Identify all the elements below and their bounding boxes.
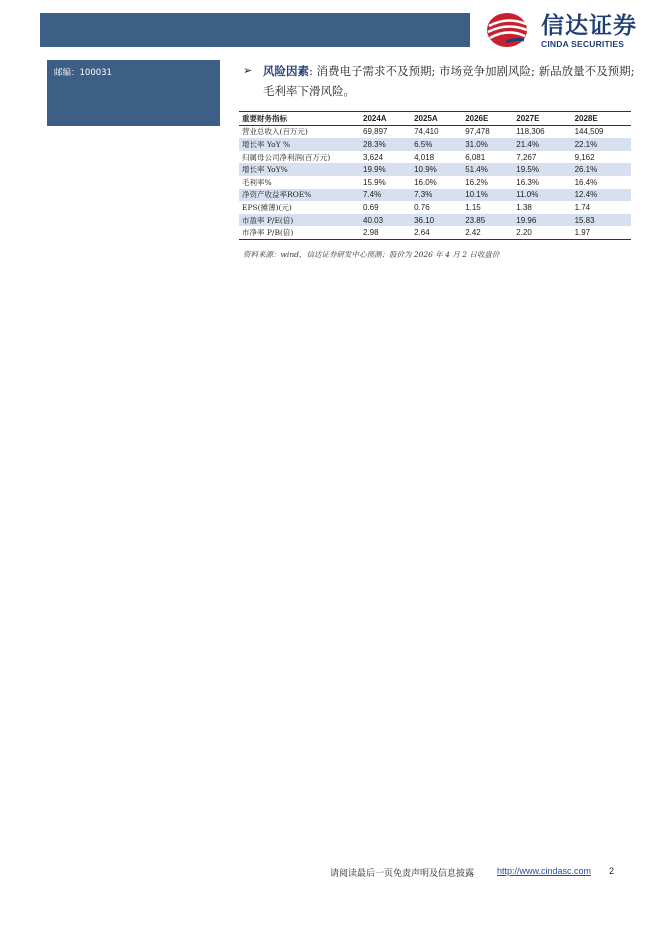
row-label: EPS(摊薄)(元) bbox=[242, 202, 292, 212]
table-cell: 11.0% bbox=[513, 189, 571, 202]
risk-title: 风险因素 bbox=[263, 64, 309, 78]
table-cell: 2.64 bbox=[411, 226, 462, 239]
table-row bbox=[239, 163, 631, 176]
table-cell: 40.03 bbox=[360, 214, 411, 227]
table-row bbox=[239, 151, 631, 164]
table-header-cell: 2024A bbox=[360, 112, 411, 126]
table-cell: 16.3% bbox=[516, 177, 539, 187]
table-cell: 19.96 bbox=[513, 214, 571, 227]
table-cell: 19.5% bbox=[513, 163, 571, 176]
table-cell: 118,306 bbox=[516, 127, 545, 137]
table-cell: 1.15 bbox=[465, 202, 481, 212]
table-cell: 16.2% bbox=[465, 177, 488, 187]
table-cell: 1.97 bbox=[572, 226, 631, 239]
table-cell: 69,897 bbox=[363, 127, 388, 137]
header-bar bbox=[40, 13, 470, 47]
table-cell: 6.5% bbox=[411, 138, 462, 151]
table-cell: 7.3% bbox=[411, 189, 462, 202]
table-cell: 7,267 bbox=[516, 152, 537, 162]
row-label: 毛利率% bbox=[242, 177, 272, 187]
row-label: 市盈率 P/E(倍) bbox=[239, 214, 360, 227]
table-cell: 0.76 bbox=[414, 202, 430, 212]
risk-text: : 消费电子需求不及预期; 市场竞争加剧风险; 新品放量不及预期; 毛利率下滑风险。 bbox=[263, 64, 635, 98]
table-cell: 2.20 bbox=[513, 226, 571, 239]
table-cell: 19.9% bbox=[360, 163, 411, 176]
contact-sidebar bbox=[47, 60, 220, 126]
table-row bbox=[239, 189, 631, 202]
table-cell: 15.9% bbox=[363, 177, 386, 187]
table-header-row bbox=[239, 112, 631, 126]
row-label: 增长率 YoY % bbox=[239, 138, 360, 151]
table-cell: 12.4% bbox=[572, 189, 631, 202]
table-cell: 0.69 bbox=[363, 202, 379, 212]
table-cell: 9,162 bbox=[574, 152, 595, 162]
row-label: 归属母公司净利润(百万元) bbox=[242, 152, 331, 162]
table-cell: 1.74 bbox=[574, 202, 591, 212]
bullet-arrow-icon: ➢ bbox=[243, 64, 253, 77]
cinda-logo-icon bbox=[486, 12, 528, 48]
table-cell: 16.4% bbox=[574, 177, 598, 187]
table-cell: 36.10 bbox=[411, 214, 462, 227]
table-cell: 74,410 bbox=[414, 127, 439, 137]
row-label: 净资产收益率ROE% bbox=[239, 189, 360, 202]
data-source-note: 资料来源：wind，信达证券研发中心预测；股价为 2026 年 4 月 2 日收盘价 bbox=[243, 250, 500, 259]
table-cell: 15.83 bbox=[572, 214, 631, 227]
table-cell: 2.98 bbox=[360, 226, 411, 239]
row-label: 增长率 YoY% bbox=[239, 163, 360, 176]
page-number: 2 bbox=[609, 866, 615, 876]
table-cell: 16.0% bbox=[414, 177, 437, 187]
table-cell: 3,624 bbox=[363, 152, 384, 162]
table-cell: 7.4% bbox=[360, 189, 411, 202]
table-row bbox=[239, 214, 631, 227]
table-cell: 97,478 bbox=[465, 127, 490, 137]
table-row bbox=[239, 176, 631, 189]
company-logo bbox=[486, 12, 646, 52]
table-cell: 31.0% bbox=[462, 138, 513, 151]
table-row bbox=[239, 201, 631, 214]
table-cell: 144,509 bbox=[574, 127, 604, 137]
logo-english-name: CINDA SECURITIES bbox=[541, 39, 625, 49]
table-cell: 1.38 bbox=[516, 202, 532, 212]
risk-paragraph bbox=[243, 61, 635, 101]
table-cell: 4,018 bbox=[414, 152, 435, 162]
table-cell: 28.3% bbox=[360, 138, 411, 151]
table-cell: 10.9% bbox=[411, 163, 462, 176]
table-cell: 23.85 bbox=[462, 214, 513, 227]
table-cell: 10.1% bbox=[462, 189, 513, 202]
postal-code: 邮编：100031 bbox=[54, 68, 112, 78]
table-cell: 22.1% bbox=[572, 138, 631, 151]
table-row bbox=[239, 226, 631, 239]
table-header-cell: 2025A bbox=[411, 112, 462, 126]
row-label: 营业总收入(百万元) bbox=[242, 127, 308, 137]
table-cell: 2.42 bbox=[462, 226, 513, 239]
row-label: 市净率 P/B(倍) bbox=[239, 226, 360, 239]
table-cell: 51.4% bbox=[462, 163, 513, 176]
footer-disclaimer: 请阅读最后一页免责声明及信息披露 bbox=[330, 869, 475, 879]
table-cell: 6,081 bbox=[465, 152, 486, 162]
table-header-cell: 2027E bbox=[513, 112, 571, 126]
table-header-cell: 重要财务指标 bbox=[239, 112, 360, 126]
table-cell: 26.1% bbox=[572, 163, 631, 176]
table-row bbox=[239, 125, 631, 138]
table-cell: 21.4% bbox=[513, 138, 571, 151]
risk-factors bbox=[243, 61, 635, 101]
table-header-cell: 2028E bbox=[572, 112, 631, 126]
website-link[interactable]: http://www.cindasc.com bbox=[497, 866, 592, 876]
table-header-cell: 2026E bbox=[462, 112, 513, 126]
table-row bbox=[239, 138, 631, 151]
financial-indicators-table bbox=[239, 111, 631, 240]
logo-chinese-name: 信达证券 bbox=[541, 13, 637, 39]
